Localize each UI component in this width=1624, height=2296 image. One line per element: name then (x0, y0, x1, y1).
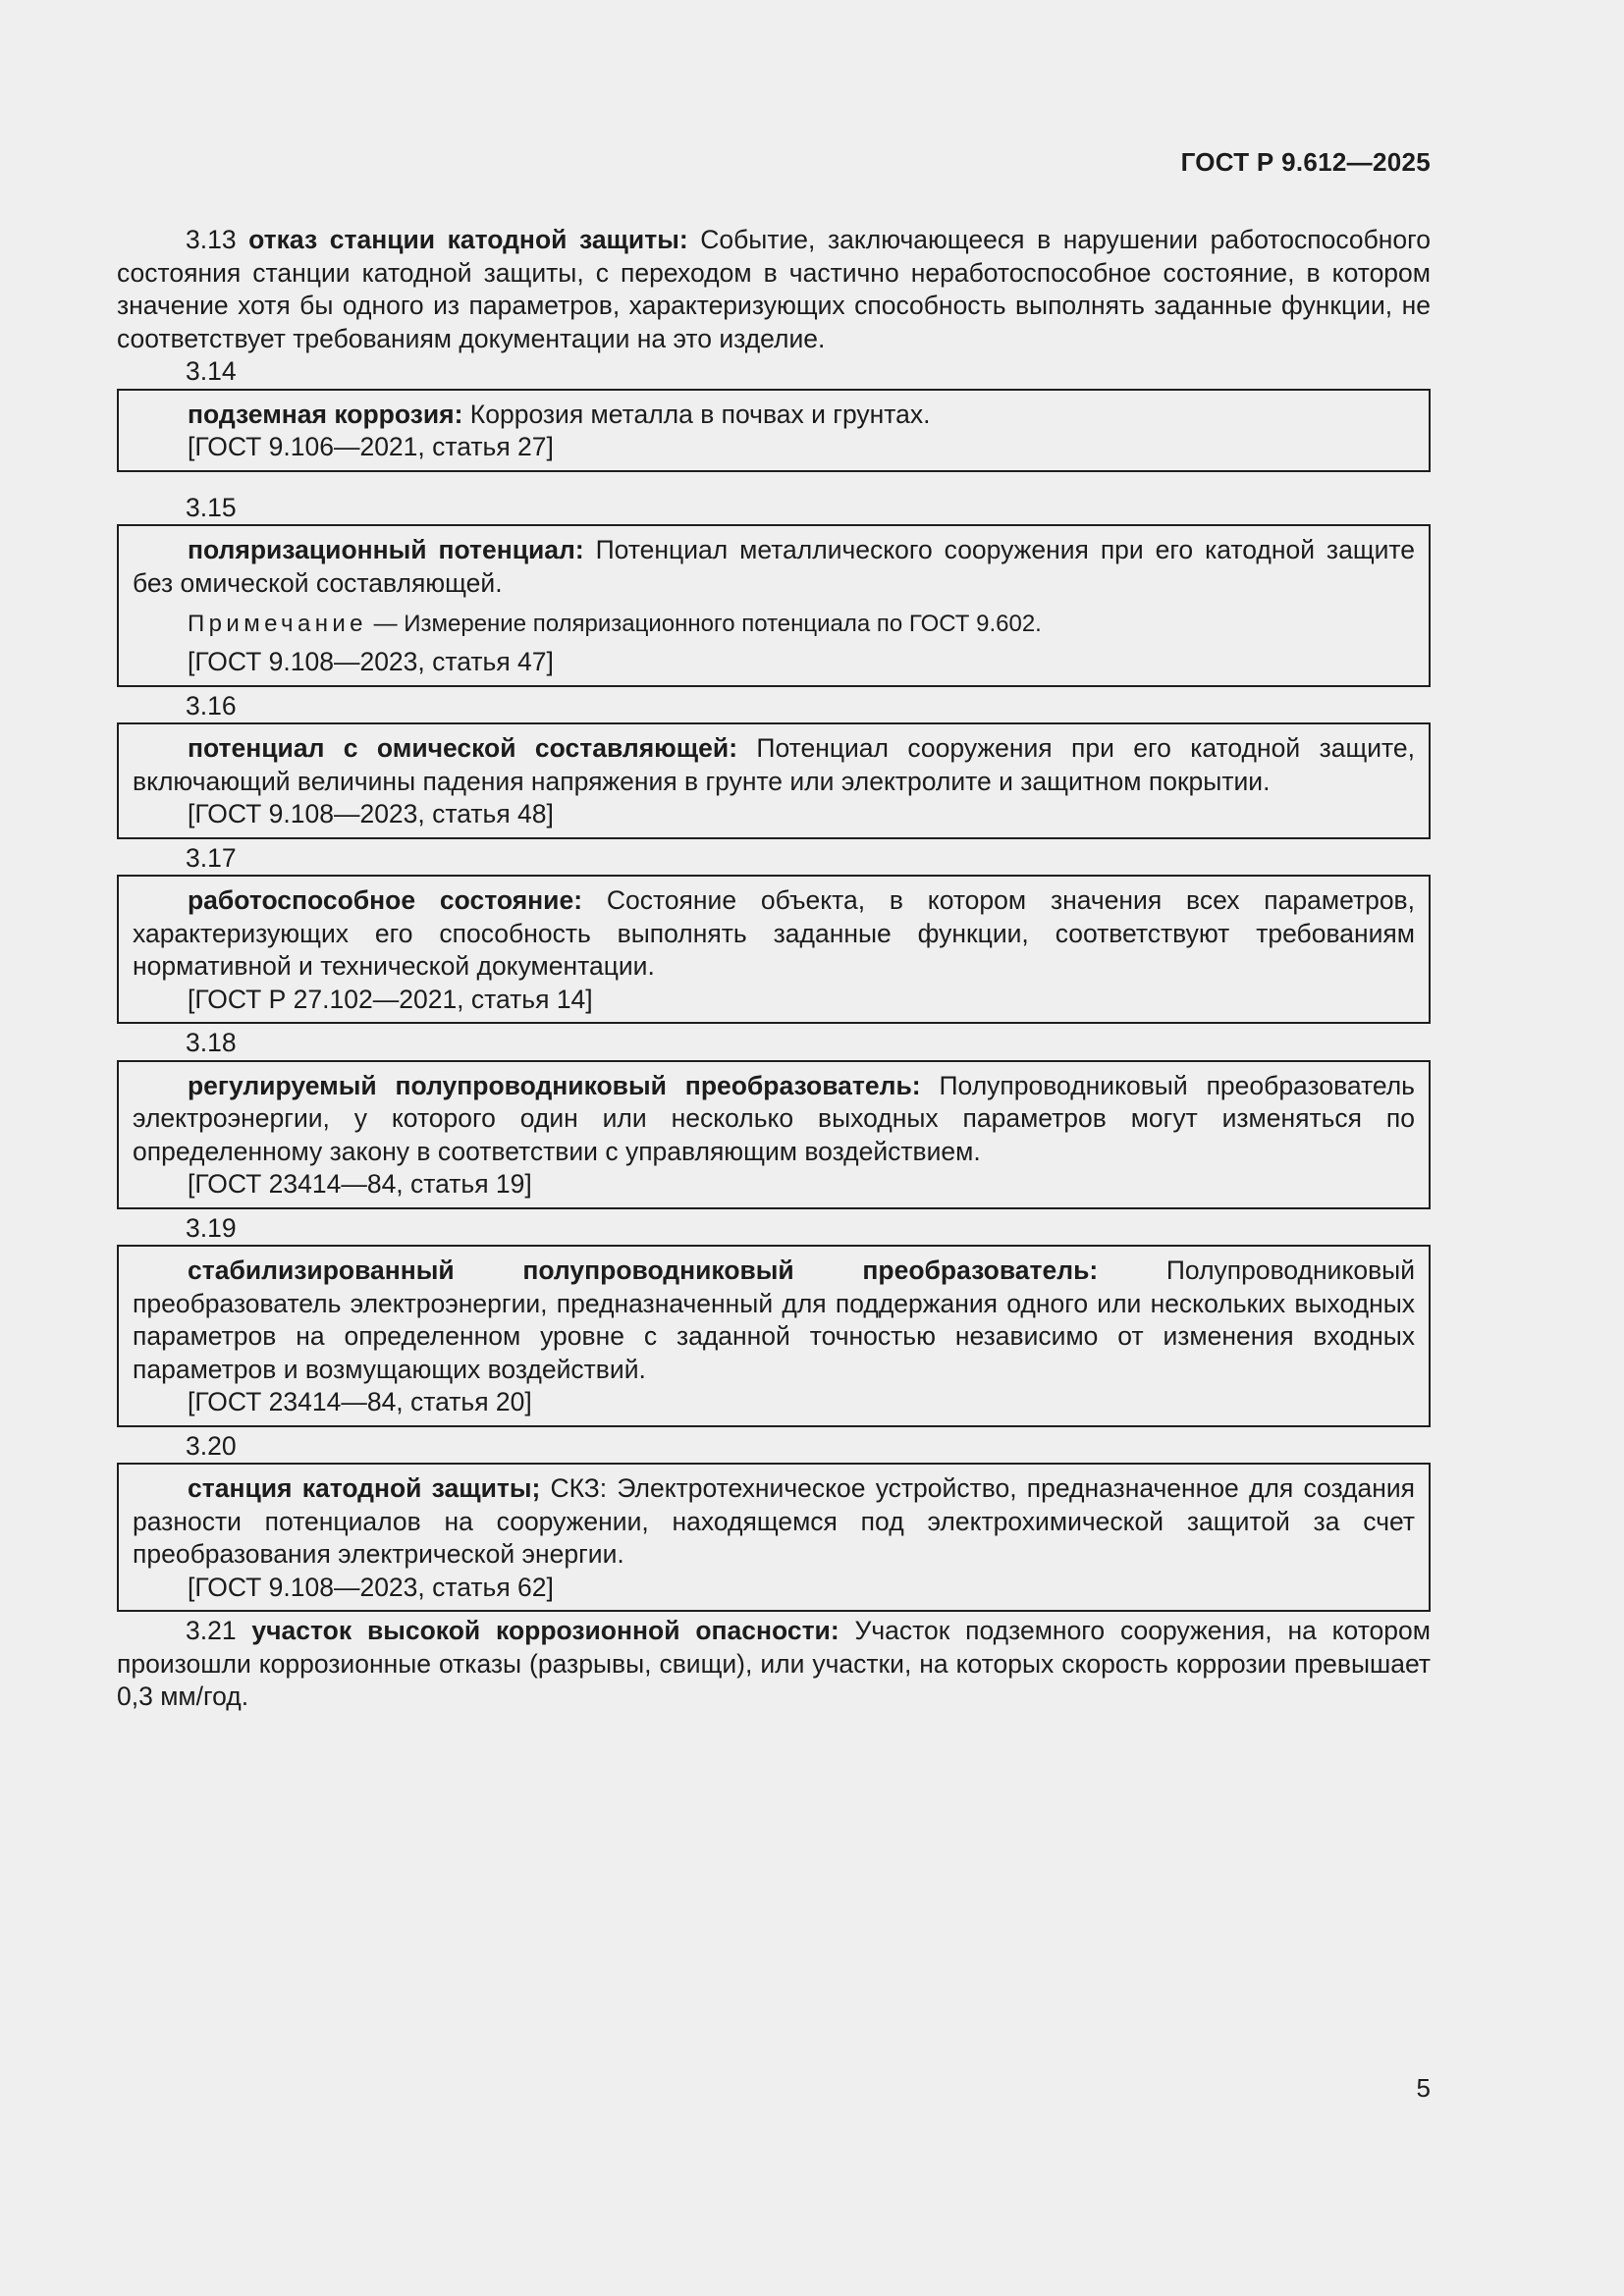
term-3-13 (117, 224, 1431, 355)
term-definition: СКЗ: Электротехническое устройство, предназначенное для создания разности потенциалов на сооружении, находящемся под электрохимической защитой за счет преобразования электрической энергии. (133, 1473, 1416, 1569)
term-title: стабилизированный полупроводниковый преобразователь: (188, 1255, 1099, 1285)
term-source: [ГОСТ 9.106—2021, статья 27] (188, 432, 554, 461)
term-definition: Коррозия металла в почвах и грунтах. (462, 399, 931, 429)
term-number-3-20: 3.20 (186, 1430, 237, 1461)
page-number: 5 (1416, 2073, 1431, 2103)
term-number-3-19: 3.19 (186, 1212, 237, 1243)
term-entry (133, 534, 1415, 600)
term-box-3-15 (117, 524, 1431, 687)
term-entry (133, 1070, 1415, 1169)
term-box-3-17 (117, 875, 1431, 1024)
term-definition: Состояние объекта, в котором значения всех параметров, характеризующих его способность выполнять заданные функции, соответствуют требованиям нормативной и технической документации. (133, 885, 1415, 981)
term-number-3-16: 3.16 (186, 690, 237, 721)
term-number: 3.21 (186, 1616, 237, 1645)
note-label: Примечание (188, 611, 367, 637)
term-box-3-14 (117, 389, 1431, 472)
note-text: — Измерение поляризационного потенциала по ГОСТ 9.602. (366, 611, 1042, 637)
term-number-3-15: 3.15 (186, 492, 237, 522)
term-source: [ГОСТ 23414—84, статья 20] (188, 1387, 532, 1416)
term-box-3-18 (117, 1060, 1431, 1209)
term-definition: Потенциал сооружения при его катодной защите, включающий величины падения напряжения в грунте или электролите и защитном покрытии. (133, 733, 1415, 796)
term-title: работоспособное состояние: (188, 885, 583, 915)
term-definition: Полупроводниковый преобразователь электроэнергии, предназначенный для поддержания одного или нескольких выходных параметров на определенном уровне с заданной точностью независимо от изменения входных параметров и возмущающих воздействий. (133, 1255, 1416, 1384)
term-entry (133, 1255, 1415, 1386)
term-number-3-18: 3.18 (186, 1028, 237, 1057)
term-note (133, 608, 1415, 640)
term-title: поляризационный потенциал: (188, 535, 584, 564)
term-title: подземная коррозия: (188, 399, 463, 429)
term-box-3-19 (117, 1245, 1431, 1427)
term-entry (133, 399, 1415, 432)
term-source: [ГОСТ Р 27.102—2021, статья 14] (188, 984, 593, 1014)
term-3-21 (117, 1615, 1431, 1714)
term-title: станция катодной защиты; (188, 1473, 541, 1503)
term-definition: Участок подземного сооружения, на котором произошли коррозионные отказы (разрывы, свищи), или участки, на которых скорость коррозии превышает 0,3 мм/год. (117, 1616, 1431, 1711)
term-definition: Событие, заключающееся в нарушении работоспособного состояния станции катодной защиты, с переходом в частично неработоспособное состояние, в котором значение хотя бы одного из параметров, характеризующих способность выполнять заданные функции, не соответствует требованиям документации на это изделие. (117, 225, 1431, 353)
term-box-3-20 (117, 1463, 1431, 1612)
document-code: ГОСТ Р 9.612—2025 (1180, 147, 1431, 177)
term-title: участок высокой коррозионной опасности: (251, 1616, 839, 1645)
term-source: [ГОСТ 23414—84, статья 19] (188, 1169, 532, 1199)
term-source: [ГОСТ 9.108—2023, статья 48] (188, 799, 554, 828)
term-source: [ГОСТ 9.108—2023, статья 62] (188, 1572, 554, 1602)
term-title: потенциал с омической составляющей: (188, 733, 738, 763)
term-number-3-14: 3.14 (186, 356, 237, 386)
term-box-3-16 (117, 722, 1431, 839)
term-definition: Потенциал металлического сооружения при его катодной защите без омической составляющей. (133, 535, 1416, 598)
term-entry (133, 1472, 1415, 1572)
term-title: отказ станции катодной защиты: (248, 225, 688, 254)
term-entry (133, 884, 1415, 984)
term-number: 3.13 (186, 225, 237, 254)
term-source: [ГОСТ 9.108—2023, статья 47] (188, 647, 554, 676)
terms-section (117, 224, 1431, 1714)
term-title: регулируемый полупроводниковый преобразователь: (188, 1070, 921, 1100)
term-definition: Полупроводниковый преобразователь электроэнергии, у которого один или несколько выходных параметров могут изменяться по определенному закону в соответствии с управляющим воздействием. (133, 1070, 1415, 1166)
term-entry (133, 732, 1415, 798)
term-number-3-17: 3.17 (186, 842, 237, 873)
